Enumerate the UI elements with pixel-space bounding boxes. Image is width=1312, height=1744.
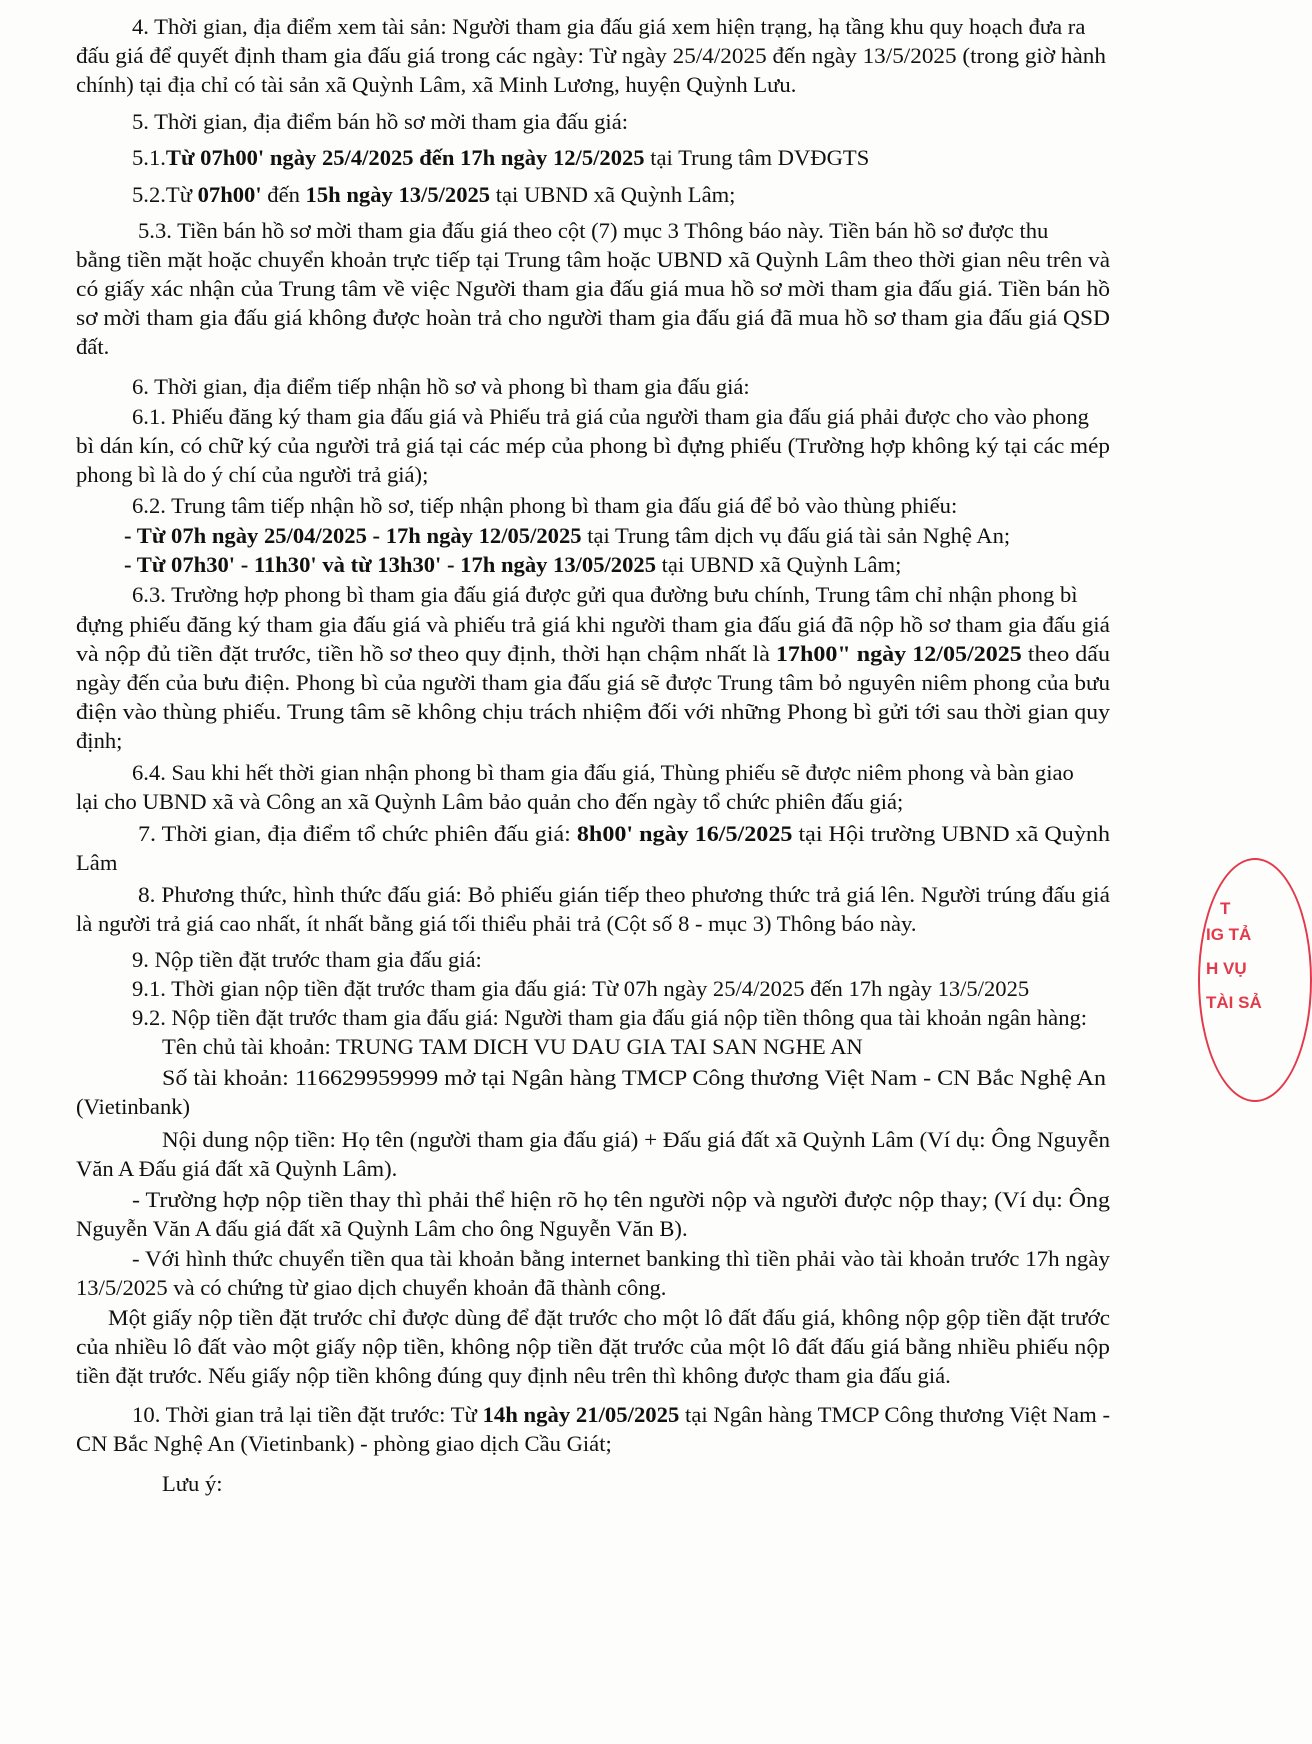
text-line	[132, 372, 750, 402]
text-run: Lâm	[76, 850, 118, 875]
bold-text-run: 15h ngày 13/5/2025	[305, 182, 491, 207]
text-line	[124, 550, 901, 580]
text-line	[76, 726, 122, 756]
text-line	[162, 1063, 1106, 1093]
text-line	[162, 1125, 1110, 1155]
text-run: Văn A Đấu giá đất xã Quỳnh Lâm).	[76, 1156, 398, 1181]
text-line	[132, 402, 1089, 432]
text-line	[162, 1469, 223, 1499]
text-line	[76, 1273, 666, 1303]
text-run: Lưu ý:	[162, 1471, 223, 1496]
text-run: sơ mời tham gia đấu giá không được hoàn trả cho người tham gia đấu giá đã mua hồ sơ tham gia đấu giá QSD	[76, 305, 1110, 330]
text-run: tại Ngân hàng TMCP Công thương Việt Nam -	[679, 1402, 1110, 1427]
text-line	[76, 697, 1110, 727]
text-run: 8. Phương thức, hình thức đấu giá: Bỏ phiếu gián tiếp theo phương thức trả giá lên. Người trúng đấu giá	[138, 882, 1110, 907]
text-line	[76, 1092, 190, 1122]
text-run: phong bì là do ý chí của người trả giá);	[76, 462, 429, 487]
text-run: 9. Nộp tiền đặt trước tham gia đấu giá:	[132, 947, 482, 972]
text-run: đến	[261, 182, 306, 207]
text-run: có giấy xác nhận của Trung tâm về việc Người tham gia đấu giá mua hồ sơ mời tham gia đấu giá. Tiền bán hồ	[76, 276, 1110, 301]
text-line	[76, 41, 1106, 71]
text-run: lại cho UBND xã và Công an xã Quỳnh Lâm bảo quản cho đến ngày tổ chức phiên đấu giá;	[76, 789, 904, 814]
bold-text-run: - Từ 07h ngày 25/04/2025 - 17h ngày 12/05/2025	[124, 523, 582, 548]
text-line	[76, 610, 1110, 640]
stamp-text: T	[1220, 899, 1231, 918]
text-line	[132, 945, 482, 975]
text-line	[132, 107, 628, 137]
text-run: ngày đến của bưu điện. Phong bì của người tham gia đấu giá sẽ được Trung tâm bỏ nguyên niêm phong của bưu	[76, 670, 1110, 695]
text-run: 5.2.Từ	[132, 182, 198, 207]
text-run: - Với hình thức chuyển tiền qua tài khoản bằng internet banking thì tiền phải vào tài khoản trước 17h ngày	[132, 1246, 1110, 1271]
text-run: 13/5/2025 và có chứng từ giao dịch chuyển khoản đã thành công.	[76, 1275, 667, 1300]
text-line	[132, 1185, 1110, 1215]
text-line	[76, 70, 796, 100]
text-run: định;	[76, 728, 123, 753]
text-line	[138, 880, 1110, 910]
text-line	[132, 143, 869, 173]
text-line	[76, 787, 903, 817]
text-run: 4. Thời gian, địa điểm xem tài sản: Người tham gia đấu giá xem hiện trạng, hạ tầng khu quy hoạch đưa ra	[132, 14, 1086, 39]
text-run: Nội dung nộp tiền: Họ tên (người tham gia đấu giá) + Đấu giá đất xã Quỳnh Lâm (Ví dụ: Ông Nguyễn	[162, 1127, 1110, 1152]
text-run: tại UBND xã Quỳnh Lâm;	[490, 182, 736, 207]
text-line	[124, 521, 1010, 551]
text-run: 5.3. Tiền bán hồ sơ mời tham gia đấu giá theo cột (7) mục 3 Thông báo này. Tiền bán hồ sơ được thu	[138, 218, 1049, 243]
text-run: bằng tiền mặt hoặc chuyển khoản trực tiếp tại Trung tâm hoặc UBND xã Quỳnh Lâm theo thời gian nêu trên và	[76, 247, 1110, 272]
text-run: 9.1. Thời gian nộp tiền đặt trước tham gia đấu giá: Từ 07h ngày 25/4/2025 đến 17h ngày 13/5/2025	[132, 976, 1030, 1001]
text-run: (Vietinbank)	[76, 1094, 191, 1119]
text-line	[76, 431, 1110, 461]
text-line	[76, 1154, 397, 1184]
text-run: tại Hội trường UBND xã Quỳnh	[792, 821, 1110, 846]
text-line	[76, 1214, 688, 1244]
text-line	[132, 1003, 1087, 1033]
text-line	[132, 580, 1078, 610]
text-line	[132, 12, 1085, 42]
stamp-text: H VỤ	[1206, 959, 1247, 978]
text-run: 5.1.	[132, 145, 166, 170]
text-line	[76, 1429, 612, 1459]
text-run: 6.4. Sau khi hết thời gian nhận phong bì tham gia đấu giá, Thùng phiếu sẽ được niêm phong và bàn giao	[132, 760, 1074, 785]
text-line	[132, 491, 957, 521]
text-line	[76, 245, 1110, 275]
bold-text-run: 14h ngày 21/05/2025	[482, 1402, 680, 1427]
text-line	[76, 460, 428, 490]
text-line	[162, 1032, 863, 1062]
bold-text-run: Từ 07h00' ngày 25/4/2025 đến 17h ngày 12/5/2025	[165, 145, 645, 170]
text-run: Một giấy nộp tiền đặt trước chỉ được dùng để đặt trước cho một lô đất đấu giá, không nộp gộp tiền đặt trước	[108, 1305, 1110, 1330]
text-line	[76, 303, 1110, 333]
text-run: tại Trung tâm dịch vụ đấu giá tài sản Nghệ An;	[581, 523, 1011, 548]
text-run: tiền đặt trước. Nếu giấy nộp tiền không đúng quy định nêu trên thì không được tham gia đấu giá.	[76, 1363, 951, 1388]
text-run: đựng phiếu đăng ký tham gia đấu giá và phiếu trả giá khi người tham gia đấu giá đã nộp hồ sơ tham gia đấu giá	[76, 612, 1110, 637]
text-line	[108, 1303, 1110, 1333]
text-line	[76, 332, 109, 362]
text-run: Nguyễn Văn A đấu giá đất xã Quỳnh Lâm cho ông Nguyễn Văn B).	[76, 1216, 688, 1241]
text-run: Số tài khoản: 116629959999 mở tại Ngân hàng TMCP Công thương Việt Nam - CN Bắc Nghệ An	[162, 1065, 1106, 1090]
text-run: tại Trung tâm DVĐGTS	[644, 145, 870, 170]
red-seal-stamp	[1198, 858, 1312, 1102]
text-line	[76, 1332, 1110, 1362]
text-run: 6.3. Trường hợp phong bì tham gia đấu giá được gửi qua đường bưu chính, Trung tâm chỉ nhận phong bì	[132, 582, 1078, 607]
text-run: đất.	[76, 334, 110, 359]
text-run: chính) tại địa chỉ có tài sản xã Quỳnh Lâm, xã Minh Lương, huyện Quỳnh Lưu.	[76, 72, 797, 97]
text-run: của nhiều lô đất vào một giấy nộp tiền, không nộp tiền đặt trước của một lô đất đấu giá bằng nhiều phiếu nộp	[76, 1334, 1110, 1359]
bold-text-run: 17h00" ngày 12/05/2025	[775, 641, 1022, 666]
stamp-text: IG TẢ	[1206, 925, 1252, 944]
text-run: là người trả giá cao nhất, ít nhất bằng giá tối thiểu phải trả (Cột số 8 - mục 3) Thông báo này.	[76, 911, 917, 936]
text-line	[76, 639, 1110, 669]
text-run: theo dấu	[1021, 641, 1110, 666]
text-line	[76, 274, 1110, 304]
stamp-text: TÀI SẢ	[1206, 993, 1262, 1012]
bold-text-run: 8h00' ngày 16/5/2025	[576, 821, 793, 846]
text-run: Tên chủ tài khoản: TRUNG TAM DICH VU DAU GIA TAI SAN NGHE AN	[162, 1034, 863, 1059]
text-run: 6. Thời gian, địa điểm tiếp nhận hồ sơ và phong bì tham gia đấu giá:	[132, 374, 750, 399]
text-run: 7. Thời gian, địa điểm tổ chức phiên đấu giá:	[138, 821, 577, 846]
text-run: - Trường hợp nộp tiền thay thì phải thể hiện rõ họ tên người nộp và người được nộp thay; (Ví dụ: Ông	[132, 1187, 1110, 1212]
text-run: và nộp đủ tiền đặt trước, tiền hồ sơ theo quy định, thời hạn chậm nhất là	[76, 641, 776, 666]
text-line	[76, 848, 117, 878]
text-run: 6.1. Phiếu đăng ký tham gia đấu giá và Phiếu trả giá của người tham gia đấu giá phải được cho vào phong	[132, 404, 1089, 429]
text-run: CN Bắc Nghệ An (Vietinbank) - phòng giao dịch Cầu Giát;	[76, 1431, 612, 1456]
text-run: điện vào thùng phiếu. Trung tâm sẽ không chịu trách nhiệm đối với những Phong bì gửi tới sau thời gian quy	[76, 699, 1110, 724]
text-run: 10. Thời gian trả lại tiền đặt trước: Từ	[132, 1402, 483, 1427]
text-run: bì dán kín, có chữ ký của người trả giá tại các mép của phong bì đựng phiếu (Trường hợp không ký tại các mép	[76, 433, 1110, 458]
text-run: tại UBND xã Quỳnh Lâm;	[656, 552, 902, 577]
bold-text-run: 07h00'	[197, 182, 262, 207]
text-run: 6.2. Trung tâm tiếp nhận hồ sơ, tiếp nhận phong bì tham gia đấu giá để bỏ vào thùng phiếu:	[132, 493, 958, 518]
text-line	[132, 974, 1029, 1004]
text-line	[138, 216, 1048, 246]
text-line	[132, 758, 1074, 788]
text-line	[132, 1400, 1110, 1430]
bold-text-run: - Từ 07h30' - 11h30' và từ 13h30' - 17h ngày 13/05/2025	[124, 552, 656, 577]
text-line	[138, 819, 1110, 849]
text-line	[76, 668, 1110, 698]
text-run: 5. Thời gian, địa điểm bán hồ sơ mời tham gia đấu giá:	[132, 109, 629, 134]
text-run: đấu giá để quyết định tham gia đấu giá trong các ngày: Từ ngày 25/4/2025 đến ngày 13/5/2025 (trong giờ hành	[76, 43, 1106, 68]
text-line	[132, 180, 735, 210]
text-line	[76, 1361, 951, 1391]
text-line	[76, 909, 917, 939]
text-line	[132, 1244, 1110, 1274]
text-run: 9.2. Nộp tiền đặt trước tham gia đấu giá: Người tham gia đấu giá nộp tiền thông qua tài khoản ngân hàng:	[132, 1005, 1088, 1030]
